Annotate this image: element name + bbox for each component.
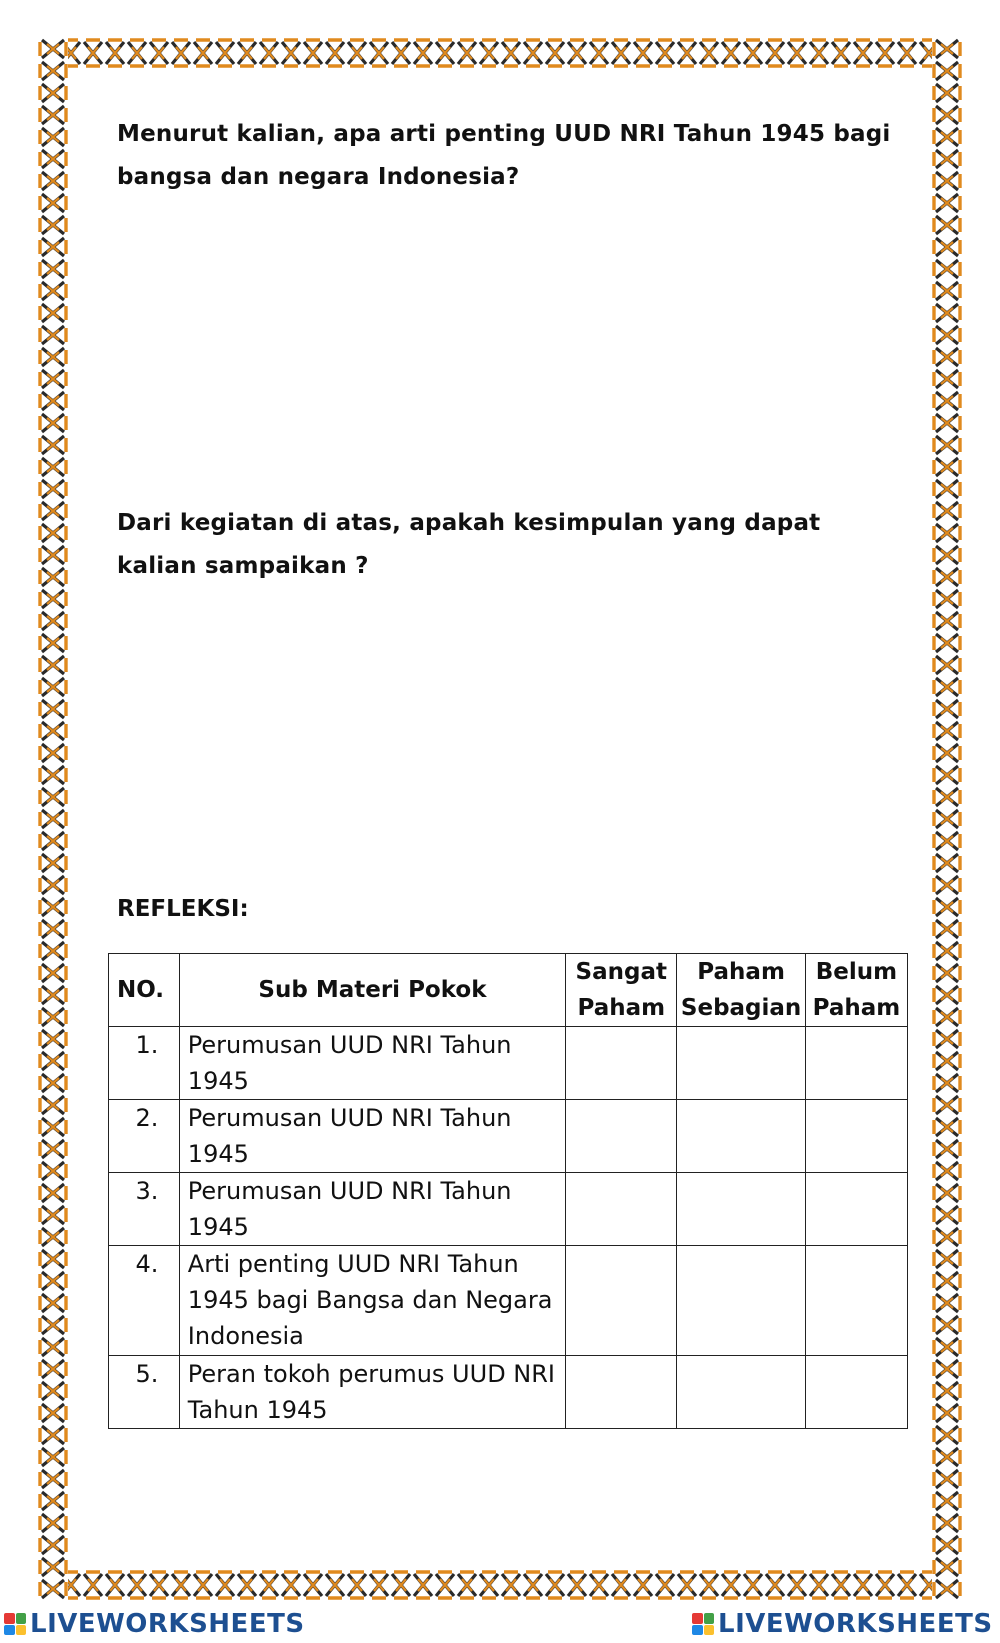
paham-sebagian-cell[interactable] xyxy=(677,1356,805,1429)
paham-sebagian-cell[interactable] xyxy=(677,1027,805,1100)
belum-paham-cell[interactable] xyxy=(805,1100,907,1173)
header-belum-line2: Paham xyxy=(812,995,901,1021)
header-no: NO. xyxy=(109,954,180,1027)
paham-sebagian-cell[interactable] xyxy=(677,1100,805,1173)
row-topic: Perumusan UUD NRI Tahun 1945 xyxy=(179,1173,565,1246)
row-number: 4. xyxy=(109,1246,180,1356)
row-number: 3. xyxy=(109,1173,180,1246)
border-right xyxy=(932,38,962,1600)
header-sangat-paham xyxy=(566,954,677,1027)
border-top xyxy=(38,38,962,68)
table-row xyxy=(109,1027,908,1100)
table-row xyxy=(109,1356,908,1429)
header-sangat-line2: Paham xyxy=(577,995,666,1021)
watermark-text: LIVEWORKSHEETS xyxy=(718,1609,993,1639)
question-2: Dari kegiatan di atas, apakah kesimpulan yang dapat kalian sampaikan ? xyxy=(117,510,821,579)
belum-paham-cell[interactable] xyxy=(805,1356,907,1429)
table-row xyxy=(109,1173,908,1246)
paham-sebagian-cell[interactable] xyxy=(677,1246,805,1356)
row-topic: Perumusan UUD NRI Tahun 1945 xyxy=(179,1100,565,1173)
sangat-paham-cell[interactable] xyxy=(566,1356,677,1429)
row-number: 1. xyxy=(109,1027,180,1100)
belum-paham-cell[interactable] xyxy=(805,1246,907,1356)
liveworksheets-watermark-left xyxy=(4,1608,305,1640)
liveworksheets-logo-icon xyxy=(692,1613,714,1635)
table-row xyxy=(109,1246,908,1356)
watermark-text: LIVEWORKSHEETS xyxy=(30,1609,305,1639)
sangat-paham-cell[interactable] xyxy=(566,1173,677,1246)
header-paham-sebagian xyxy=(677,954,805,1027)
belum-paham-cell[interactable] xyxy=(805,1027,907,1100)
question-1: Menurut kalian, apa arti penting UUD NRI Tahun 1945 bagi bangsa dan negara Indonesia? xyxy=(117,121,891,190)
row-topic: Perumusan UUD NRI Tahun 1945 xyxy=(179,1027,565,1100)
header-sub-materi: Sub Materi Pokok xyxy=(179,954,565,1027)
header-belum-paham xyxy=(805,954,907,1027)
header-sebagian-line2: Sebagian xyxy=(680,995,802,1021)
row-number: 5. xyxy=(109,1356,180,1429)
sangat-paham-cell[interactable] xyxy=(566,1027,677,1100)
belum-paham-cell[interactable] xyxy=(805,1173,907,1246)
sangat-paham-cell[interactable] xyxy=(566,1246,677,1356)
liveworksheets-watermark-right xyxy=(692,1608,993,1640)
refleksi-table xyxy=(108,953,908,1429)
border-left xyxy=(38,38,68,1600)
header-belum-line1: Belum xyxy=(815,959,898,985)
sangat-paham-cell[interactable] xyxy=(566,1100,677,1173)
refleksi-title: REFLEKSI: xyxy=(117,896,249,922)
row-topic: Arti penting UUD NRI Tahun 1945 bagi Bangsa dan Negara Indonesia xyxy=(179,1246,565,1356)
row-topic: Peran tokoh perumus UUD NRI Tahun 1945 xyxy=(179,1356,565,1429)
paham-sebagian-cell[interactable] xyxy=(677,1173,805,1246)
liveworksheets-logo-icon xyxy=(4,1613,26,1635)
row-number: 2. xyxy=(109,1100,180,1173)
header-sangat-line1: Sangat xyxy=(575,959,667,985)
header-sebagian-line1: Paham xyxy=(697,959,785,985)
border-bottom xyxy=(38,1570,962,1600)
table-row xyxy=(109,1100,908,1173)
table-header-row xyxy=(109,954,908,1027)
